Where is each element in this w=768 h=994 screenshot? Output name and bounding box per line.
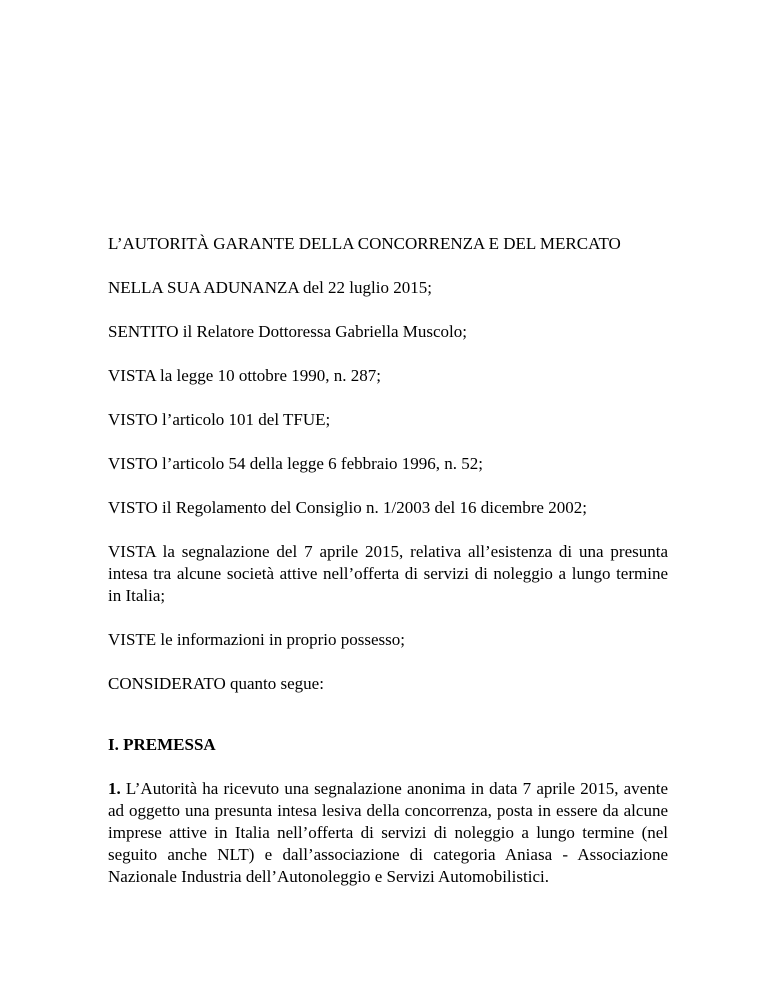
preamble-segnalazione: VISTA la segnalazione del 7 aprile 2015, relativa all’esistenza di una presunta intesa tra alcune società attive nell’offerta di servizi di noleggio a lungo termine in Italia; — [108, 542, 668, 605]
paragraph-number: 1. — [108, 779, 121, 798]
document-title: L’AUTORITÀ GARANTE DELLA CONCORRENZA E DEL MERCATO — [108, 234, 621, 253]
preamble-legge-287: VISTA la legge 10 ottobre 1990, n. 287; — [108, 366, 381, 385]
section-heading: I. PREMESSA — [108, 735, 216, 754]
paragraph-text: L’Autorità ha ricevuto una segnalazione anonima in data 7 aprile 2015, avente ad oggetto una presunta intesa lesiva della concorrenza, posta in essere da alcune imprese attive in Italia nell’offerta di servizi di noleggio a lungo termine (nel seguito anche NLT) e dall’associazione di categoria Aniasa - Associazione Nazionale Industria dell’Autonoleggio e Servizi Automobilistici. — [108, 779, 668, 886]
preamble-tfue: VISTO l’articolo 101 del TFUE; — [108, 410, 331, 429]
preamble-considerato: CONSIDERATO quanto segue: — [108, 674, 324, 693]
preamble-legge-52: VISTO l’articolo 54 della legge 6 febbraio 1996, n. 52; — [108, 454, 484, 473]
preamble-regolamento: VISTO il Regolamento del Consiglio n. 1/2003 del 16 dicembre 2002; — [108, 498, 587, 517]
preamble-adunanza: NELLA SUA ADUNANZA del 22 luglio 2015; — [108, 278, 432, 297]
preamble-informazioni: VISTE le informazioni in proprio possesso; — [108, 630, 405, 649]
paragraph-1 — [108, 778, 668, 888]
document-body — [108, 233, 668, 910]
preamble-sentito: SENTITO il Relatore Dottoressa Gabriella Muscolo; — [108, 322, 467, 341]
